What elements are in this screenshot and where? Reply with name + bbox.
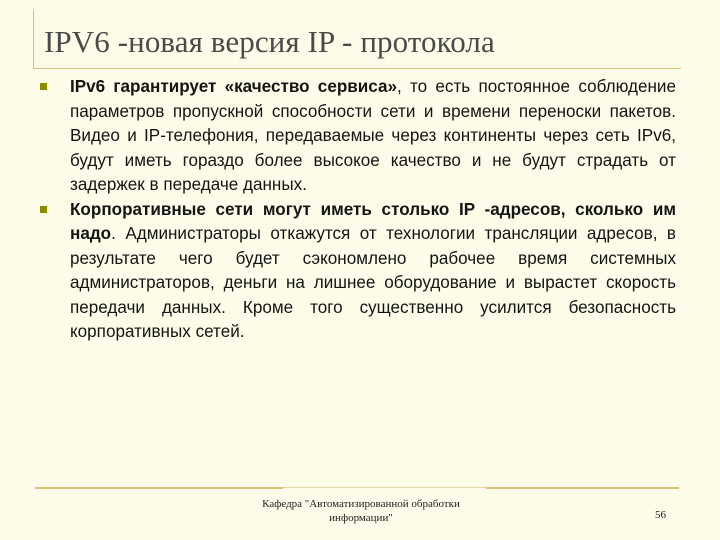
square-bullet-icon: [40, 83, 47, 90]
title-left-rule: [33, 10, 34, 68]
page-number: 56: [655, 509, 666, 521]
bullet-bold-lead: Корпоративные сети могут иметь столько IP -адресов, сколько им надо: [70, 199, 676, 243]
bullet-text: [70, 198, 676, 345]
footer-rule-left: [35, 487, 283, 489]
footer-rule-middle: [283, 487, 486, 488]
footer-department: Кафедра "Автоматизированной обработки информации": [262, 498, 460, 524]
slide-title: IPV6 -новая версия IP - протокола: [44, 24, 495, 59]
bullet-item-corporate-networks: [40, 198, 676, 345]
bullet-bold-lead: IPv6 гарантирует «качество сервиса»: [70, 77, 398, 96]
square-bullet-icon: [40, 206, 47, 213]
bullet-body: , то есть постоянное соблюдение параметров пропускной способности сети и времени переноски пакетов. Видео и IP-телефония, передаваемые через континенты через сеть IPv6, будут иметь гораздо более высокое качество и не будут страдать от задержек в передаче данных.: [70, 77, 676, 194]
footer-rule-right: [486, 487, 679, 489]
bullet-text: [70, 75, 676, 198]
bullet-list: [40, 75, 676, 345]
bullet-item-quality-of-service: [40, 75, 676, 198]
bullet-body: . Администраторы откажутся от технологии трансляции адресов, в результате чего будет сэкономлено рабочее время системных администраторов, деньги на лишнее оборудование и вырастет скорость передачи данных. Кроме того существенно усилится безопасность корпоративных сетей.: [70, 224, 676, 341]
title-underline: [33, 68, 681, 69]
